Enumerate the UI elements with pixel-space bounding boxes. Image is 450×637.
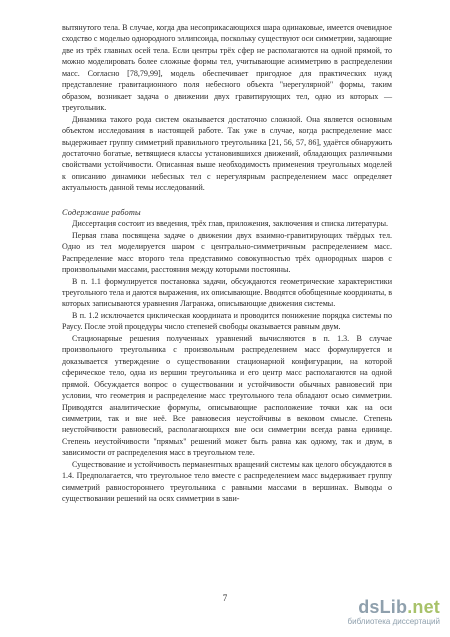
content-paragraph-6: Существование и устойчивость перманентных вращений системы как целого обсуждаются в 1.4. Предполагается, что треугольное тело вместе с распределением масс выдерживает группу симметрий равностороннего треугольника с равными массами в вершинах. Выводы о существовании решений на осях симметрии в зави- bbox=[62, 459, 392, 504]
content-paragraph-4: В п. 1.2 исключается циклическая координата и проводится понижение порядка системы по Раусу. После этой процедуры число степеней свободы оказывается равным двум. bbox=[62, 310, 392, 332]
content-paragraph-3: В п. 1.1 формулируется постановка задачи, обсуждаются геометрические характеристики треугольного тела и даются выражения, их описывающие. Вводятся обобщенные координаты, в которых записываются уравнения Лагранжа, описывающие движения системы. bbox=[62, 276, 392, 309]
logo-main: dsLib bbox=[358, 597, 408, 617]
page-body bbox=[62, 22, 392, 505]
logo-tld: .net bbox=[407, 597, 440, 617]
intro-paragraph-2: Динамика такого рода систем оказывается достаточно сложной. Она является основным объектом исследования в настоящей работе. Так уже в случае, когда распределение масс выдерживает группу симметрий правильного треугольника [21, 56, 57, 86], удаётся обнаружить достаточно богатые, ветвящиеся классы установившихся движений, обладающих различными свойствами устойчивости. Описанная выше необходимость применения треугольных моделей к описанию динамики небесных тел с нерегулярным распределением масс определяет актуальность данной темы исследований. bbox=[62, 114, 392, 193]
intro-paragraph-1: вытянутого тела. В случае, когда два несоприкасающихся шара одинаковые, имеется очевидное сходство с моделью однородного эллипсоида, поскольку существуют оси симметрии, задающие две из трёх главных осей тела. Если центры трёх сфер не располагаются на одной прямой, то можно моделировать более сложные формы тел, учитывающие асимметрию в распределении масс. Согласно [78,79,99], модель обеспечивает пригодное для практических нужд представление гравитационного поля небесного объекта "нерегулярной" формы, таким образом, возникает задача о движении двух гравитирующих тел, одно из которых — треугольник. bbox=[62, 23, 392, 113]
content-paragraph-2: Первая глава посвящена задаче о движении двух взаимно-гравитирующих твёрдых тел. Одно из тел моделируется шаром с центрально-симметричным распределением масс. Распределение масс второго тела представимо совокупностью трёх однородных шаров с произвольными массами, расстояния между которыми постоянны. bbox=[62, 230, 392, 275]
watermark-subtitle: библиотека диссертаций bbox=[347, 617, 440, 626]
section-heading: Содержание работы bbox=[62, 207, 141, 217]
dslib-logo bbox=[312, 598, 440, 616]
content-paragraph-5: Стационарные решения полученных уравнений вычисляются в п. 1.3. В случае произвольного треугольника с произвольным распределением масс формулируется и доказывается утверждение о существовании стационарной конфигурации, на которой сферическое тело, одна из вершин треугольника и его центр масс располагаются на одной прямой. Обсуждается вопрос о существовании и устойчивости обычных равновесий при условии, что геометрия и распределение масс треугольного тела обладают осью симметрии. Приводятся аналитические формулы, описывающие расположение точки как на оси симметрии, так и вне неё. Все равновесия неустойчивы в вековом смысле. Степень неустойчивости равновесий, располагающихся вне оси симметрии всегда равна единице. Степень неустойчивости "прямых" решений может быть равна как одному, так и двум, в зависимости от распределения масс в треугольном теле. bbox=[62, 333, 392, 458]
dslib-watermark[interactable] bbox=[312, 598, 440, 628]
content-paragraph-1: Диссертация состоит из введения, трёх глав, приложения, заключения и списка литературы. bbox=[72, 219, 389, 229]
page-number: 7 bbox=[222, 593, 228, 603]
